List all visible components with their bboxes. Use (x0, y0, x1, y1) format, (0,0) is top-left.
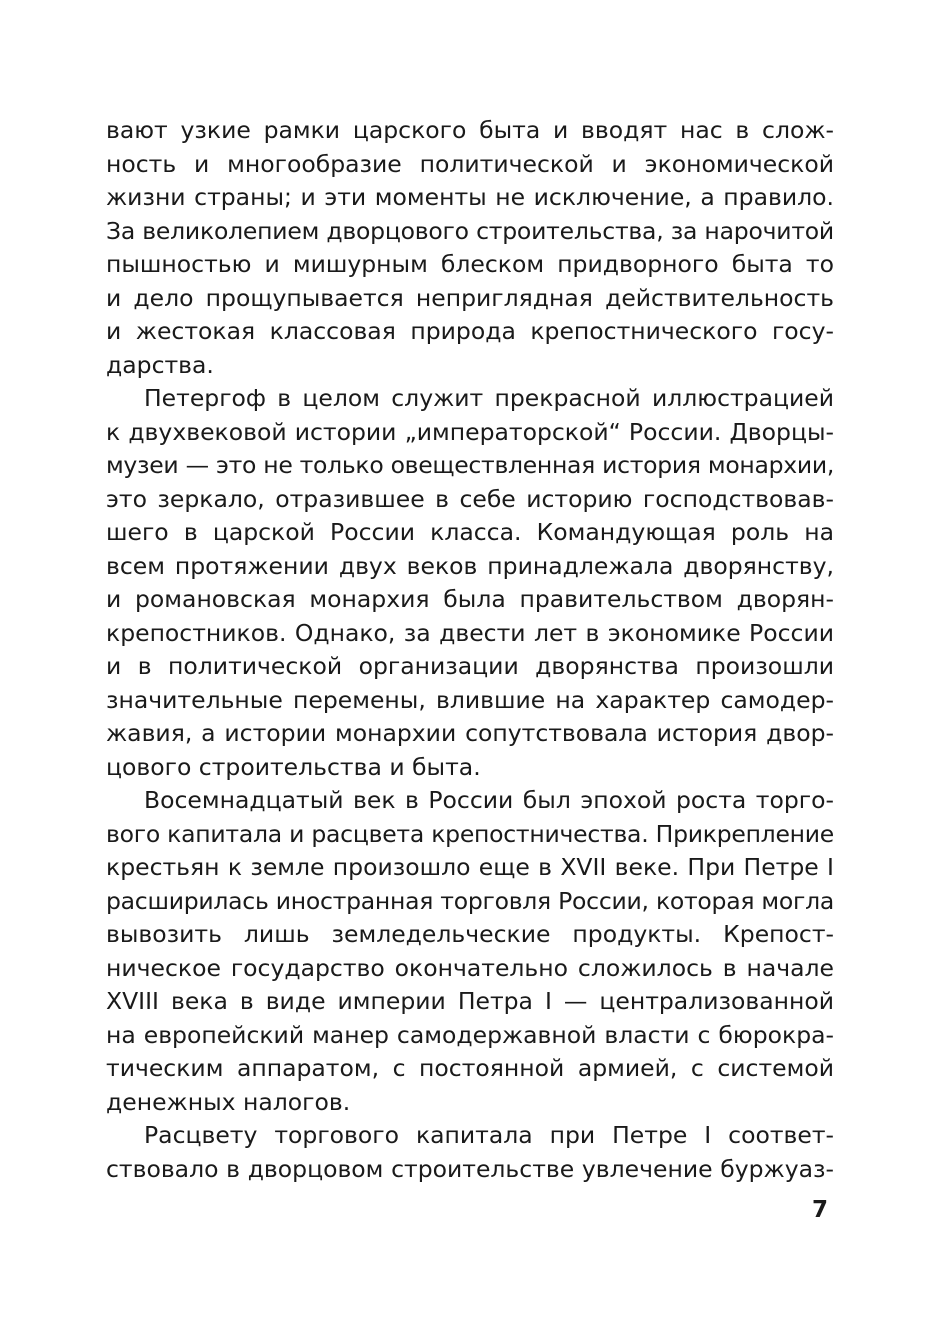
text-line: всем протяжении двух веков принадлежала дворянству, (106, 551, 834, 580)
text-line: ность и многообразие политической и экономической (106, 149, 834, 178)
text-line: дарства. (106, 350, 214, 379)
paragraph-1 (106, 114, 834, 382)
text-line: к двухвековой истории „императорской“ России. Дворцы- (106, 417, 834, 446)
text-line: Петергоф в целом служит прекрасной иллюстрацией (144, 384, 834, 412)
text-line: вывозить лишь земледельческие продукты. Крепост- (106, 920, 834, 948)
text-line: вают узкие рамки царского быта и вводят нас в слож- (106, 116, 834, 144)
text-line: это зеркало, отразившее в себе историю господствовав- (106, 484, 834, 513)
text-line: Восемнадцатый век в России был эпохой роста торго- (144, 786, 834, 814)
text-line: и в политической организации дворянства произошли (106, 652, 834, 680)
text-line: крепостников. Однако, за двести лет в экономике России (106, 618, 834, 647)
page-number: 7 (812, 1197, 829, 1223)
text-line: цового строительства и быта. (106, 752, 481, 781)
body-text (106, 114, 834, 1186)
text-line: значительные перемены, влившие на характер самодер- (106, 685, 834, 714)
text-line: ствовало в дворцовом строительстве увлечение буржуаз- (106, 1154, 834, 1183)
text-line: на европейский манер самодержавной власти с бюрокра- (106, 1020, 834, 1049)
text-line: денежных налогов. (106, 1087, 351, 1116)
paragraph-3 (106, 784, 834, 1119)
text-line: расширилась иностранная торговля России, которая могла (106, 886, 834, 915)
text-line: За великолепием дворцового строительства, за нарочитой (106, 216, 834, 245)
text-line: XVIII века в виде империи Петра I — централизованной (106, 987, 834, 1015)
text-line: вого капитала и расцвета крепостничества. Прикрепление (106, 819, 834, 848)
text-line: Расцвету торгового капитала при Петре I соответ- (144, 1121, 834, 1149)
text-line: и жестокая классовая природа крепостнического госу- (106, 317, 834, 345)
text-line: пышностью и мишурным блеском придворного быта то (106, 250, 834, 278)
text-line: и романовская монархия была правительством дворян- (106, 585, 834, 613)
text-line: тическим аппаратом, с постоянной армией, с системой (106, 1054, 834, 1082)
paragraph-4 (106, 1119, 834, 1186)
text-line: музеи — это не только овеществленная история монархии, (106, 451, 834, 479)
text-line: жизни страны; и эти моменты не исключение, а правило. (106, 183, 834, 211)
text-line: крестьян к земле произошло еще в XVII веке. При Петре I (106, 853, 834, 881)
text-line: жавия, а истории монархии сопутствовала история двор- (106, 719, 834, 747)
text-line: и дело прощупывается неприглядная действительность (106, 283, 834, 312)
text-line: ническое государство окончательно сложилось в начале (106, 953, 834, 982)
text-line: шего в царской России класса. Командующая роль на (106, 518, 834, 546)
paragraph-2 (106, 382, 834, 784)
